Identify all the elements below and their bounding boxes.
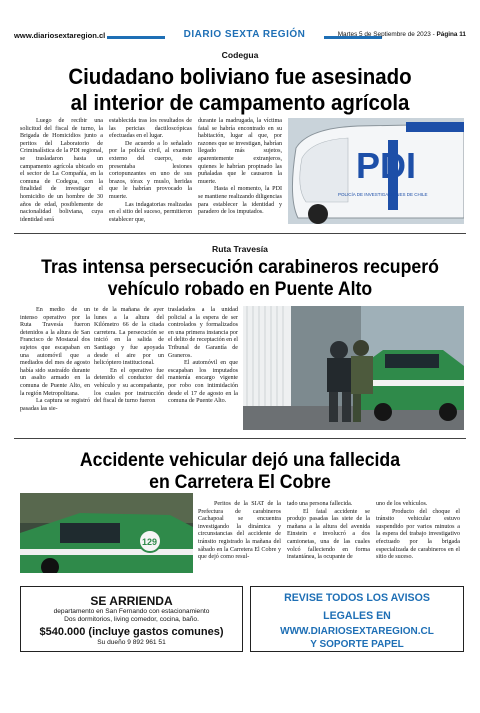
article1-title-line1: Ciudadano boliviano fue asesinado — [68, 64, 412, 89]
article2-title-line2: vehículo robado en Puente Alto — [107, 279, 373, 300]
header-rule-left — [107, 36, 165, 39]
accident-vehicle-image — [20, 493, 193, 573]
article1-col1 — [20, 118, 103, 224]
rent-ad-price: $540.000 (incluye gastos comunes) — [39, 626, 224, 638]
article3-title-line2: en Carretera El Cobre — [149, 472, 331, 493]
article3-col2 — [287, 501, 370, 562]
section-divider-2 — [14, 438, 466, 439]
article1-col2b-text: De acuerdo a lo señalado por la policía civil, al examen externo del cuerpo, este presentaba lesiones cortopunzantes en uno de sus brazos, tórax y muslo, heridas que le habrían provocado la muerte. — [109, 140, 192, 200]
notices-line1: REVISE TODOS LOS AVISOS — [284, 592, 430, 604]
section-divider — [14, 233, 466, 234]
article1-col3 — [198, 118, 282, 217]
rent-ad-contact: Su dueño 9 892 961 51 — [97, 639, 166, 646]
article2-col2 — [94, 307, 164, 406]
newspaper-brand: DIARIO SEXTA REGIÓN — [183, 29, 306, 40]
article1-col3-text: durante la madrugada, la víctima fatal se habría encontrado en su habitación, lugar al que, por razones que se investigan, habrían llegado más sujetos, aparentemente extranjeros, quienes le habrían propinado las puñaladas que le causaron la muerte. — [198, 118, 282, 185]
article1-title — [35, 64, 444, 116]
article2-col3 — [168, 307, 238, 406]
rent-ad-line2: Dos dormitorios, living comedor, cocina, baño. — [64, 616, 199, 623]
article2-col1b-text: La captura se registró pasadas las sie- — [20, 398, 90, 412]
article2-title — [35, 257, 444, 301]
page-header — [14, 30, 466, 46]
article1-photo — [288, 118, 464, 224]
article3-col3b-text: Producto del choque el tránsito vehicular estuvo suspendido por varios minutos a la espera del trabajo investigativo efectuado por la brigada especializada de carabineros en el sitio de suceso. — [376, 508, 460, 561]
article1-col2c-text: Las indagatorias realizadas en el sitio del suceso, permitieron establecer que, — [109, 201, 192, 223]
article1-col2-text: establecida tras los resultados de las pericias dactiloscópicas efectuadas en el lugar. — [109, 118, 192, 140]
article3-col3-text: uno de los vehículos. — [376, 501, 428, 507]
site-url[interactable]: www.diariosextaregion.cl — [14, 31, 106, 40]
article2-col3b-text: El automóvil en que escapaban los imputados mantenía encargo vigente por robo con intimidación desde el 17 de agosto en la comuna de Puente Alto. — [168, 360, 238, 405]
article1-col2 — [109, 118, 192, 224]
notices-line4: Y SOPORTE PAPEL — [310, 639, 404, 650]
article3-title-line1: Accidente vehicular dejó una fallecida — [79, 450, 401, 471]
article2-col3-text: trasladados a la unidad policial a la espera de ser controlados y formalizados en una primera instancia por el delito de receptación en el Tribunal de Garantía de Graneros. — [168, 307, 238, 359]
article1-kicker: Codegua — [221, 50, 259, 60]
legal-notices-ad — [250, 586, 464, 652]
vehicle-number: 129 — [142, 537, 158, 547]
article3-col3 — [376, 501, 460, 562]
notices-line2: LEGALES EN — [323, 610, 391, 622]
article3-col2-text: tado una persona fallecida. — [287, 501, 353, 507]
pdi-text: PDI — [356, 145, 417, 186]
article3-photo — [20, 493, 193, 573]
pdi-vehicle-image — [288, 118, 464, 224]
article2-col2-text: te de la mañana de ayer lunes a la altura del Kilómetro 66 de la citada carretera. La persecución se inició en la salida de Santiago y fue apoyada desde el aire por un helicóptero institucional. — [94, 307, 164, 367]
article1-title-line2: al interior de campamento agrícola — [70, 90, 410, 115]
notices-url[interactable]: WWW.DIARIOSEXTAREGION.CL — [280, 626, 434, 637]
page-number: Página 11 — [436, 31, 466, 38]
article2-col1-text: En medio de un intenso operativo por la Ruta Travesía fueron detenidos a la altura de San Francisco de Mostazal dos sujetos que escapaban en una automóvil que a mediados del mes de agosto había sido sustraído durante un asalto armado en la comuna de Puente Alto, en la región Metropolitana. — [20, 307, 90, 397]
article3-title — [35, 450, 444, 494]
article2-col2b-text: En el operativo fue detenido el conductor del vehículo y su acompañante, los cuales por instrucción del fiscal de turno fueron — [94, 367, 164, 405]
article3-col1-text: Peritos de la SIAT de la Prefectura de carabineros Cachapoal se encuentra investigando la dinámica y circunstancias del accidente de tránsito registrado la mañana del sábado en la Carretera El Cobre y que dejó como resul- — [198, 501, 281, 561]
police-car-image — [243, 306, 464, 430]
article2-title-line1: Tras intensa persecución carabineros recuperó — [41, 257, 439, 278]
rent-ad — [20, 586, 243, 652]
article1-col3b-text: Hasta el momento, la PDI se mantiene realizando diligencias para establecer la identidad y paradero de los imputados. — [198, 186, 282, 216]
rent-ad-title: SE ARRIENDA — [90, 594, 173, 608]
rent-ad-line1: departamento en San Fernando con estacionamiento — [53, 608, 210, 615]
article1-col1-text: Luego de recibir una solicitud del fiscal de turno, la Brigada de Homicidios junto a peritos del Laboratorio de Criminalística de la PDI regional, se trasladaron hasta un campamento agrícola ubicado en el sector de La Compañía, en la comuna de Codegua, con la finalidad de investigar el homicidio de un hombre de 30 años de edad, posiblemente de nacionalidad boliviana, cuya identidad será — [20, 118, 103, 223]
pdi-subtext: POLICÍA DE INVESTIGACIONES DE CHILE — [338, 192, 428, 197]
article2-kicker: Ruta Travesía — [212, 244, 268, 254]
dateline — [338, 31, 466, 38]
article3-col2b-text: El fatal accidente se produjo pasadas las siete de la mañana a la altura del avenida Einstein e involucró a dos camionetas, una de las cuales volcó falleciendo en forma instantánea, la ocupante de — [287, 508, 370, 561]
date-text: Martes 5 de Septiembre de 2023 - — [337, 31, 437, 38]
article2-col1 — [20, 307, 90, 413]
article2-photo — [243, 306, 464, 430]
article3-col1 — [198, 501, 281, 562]
